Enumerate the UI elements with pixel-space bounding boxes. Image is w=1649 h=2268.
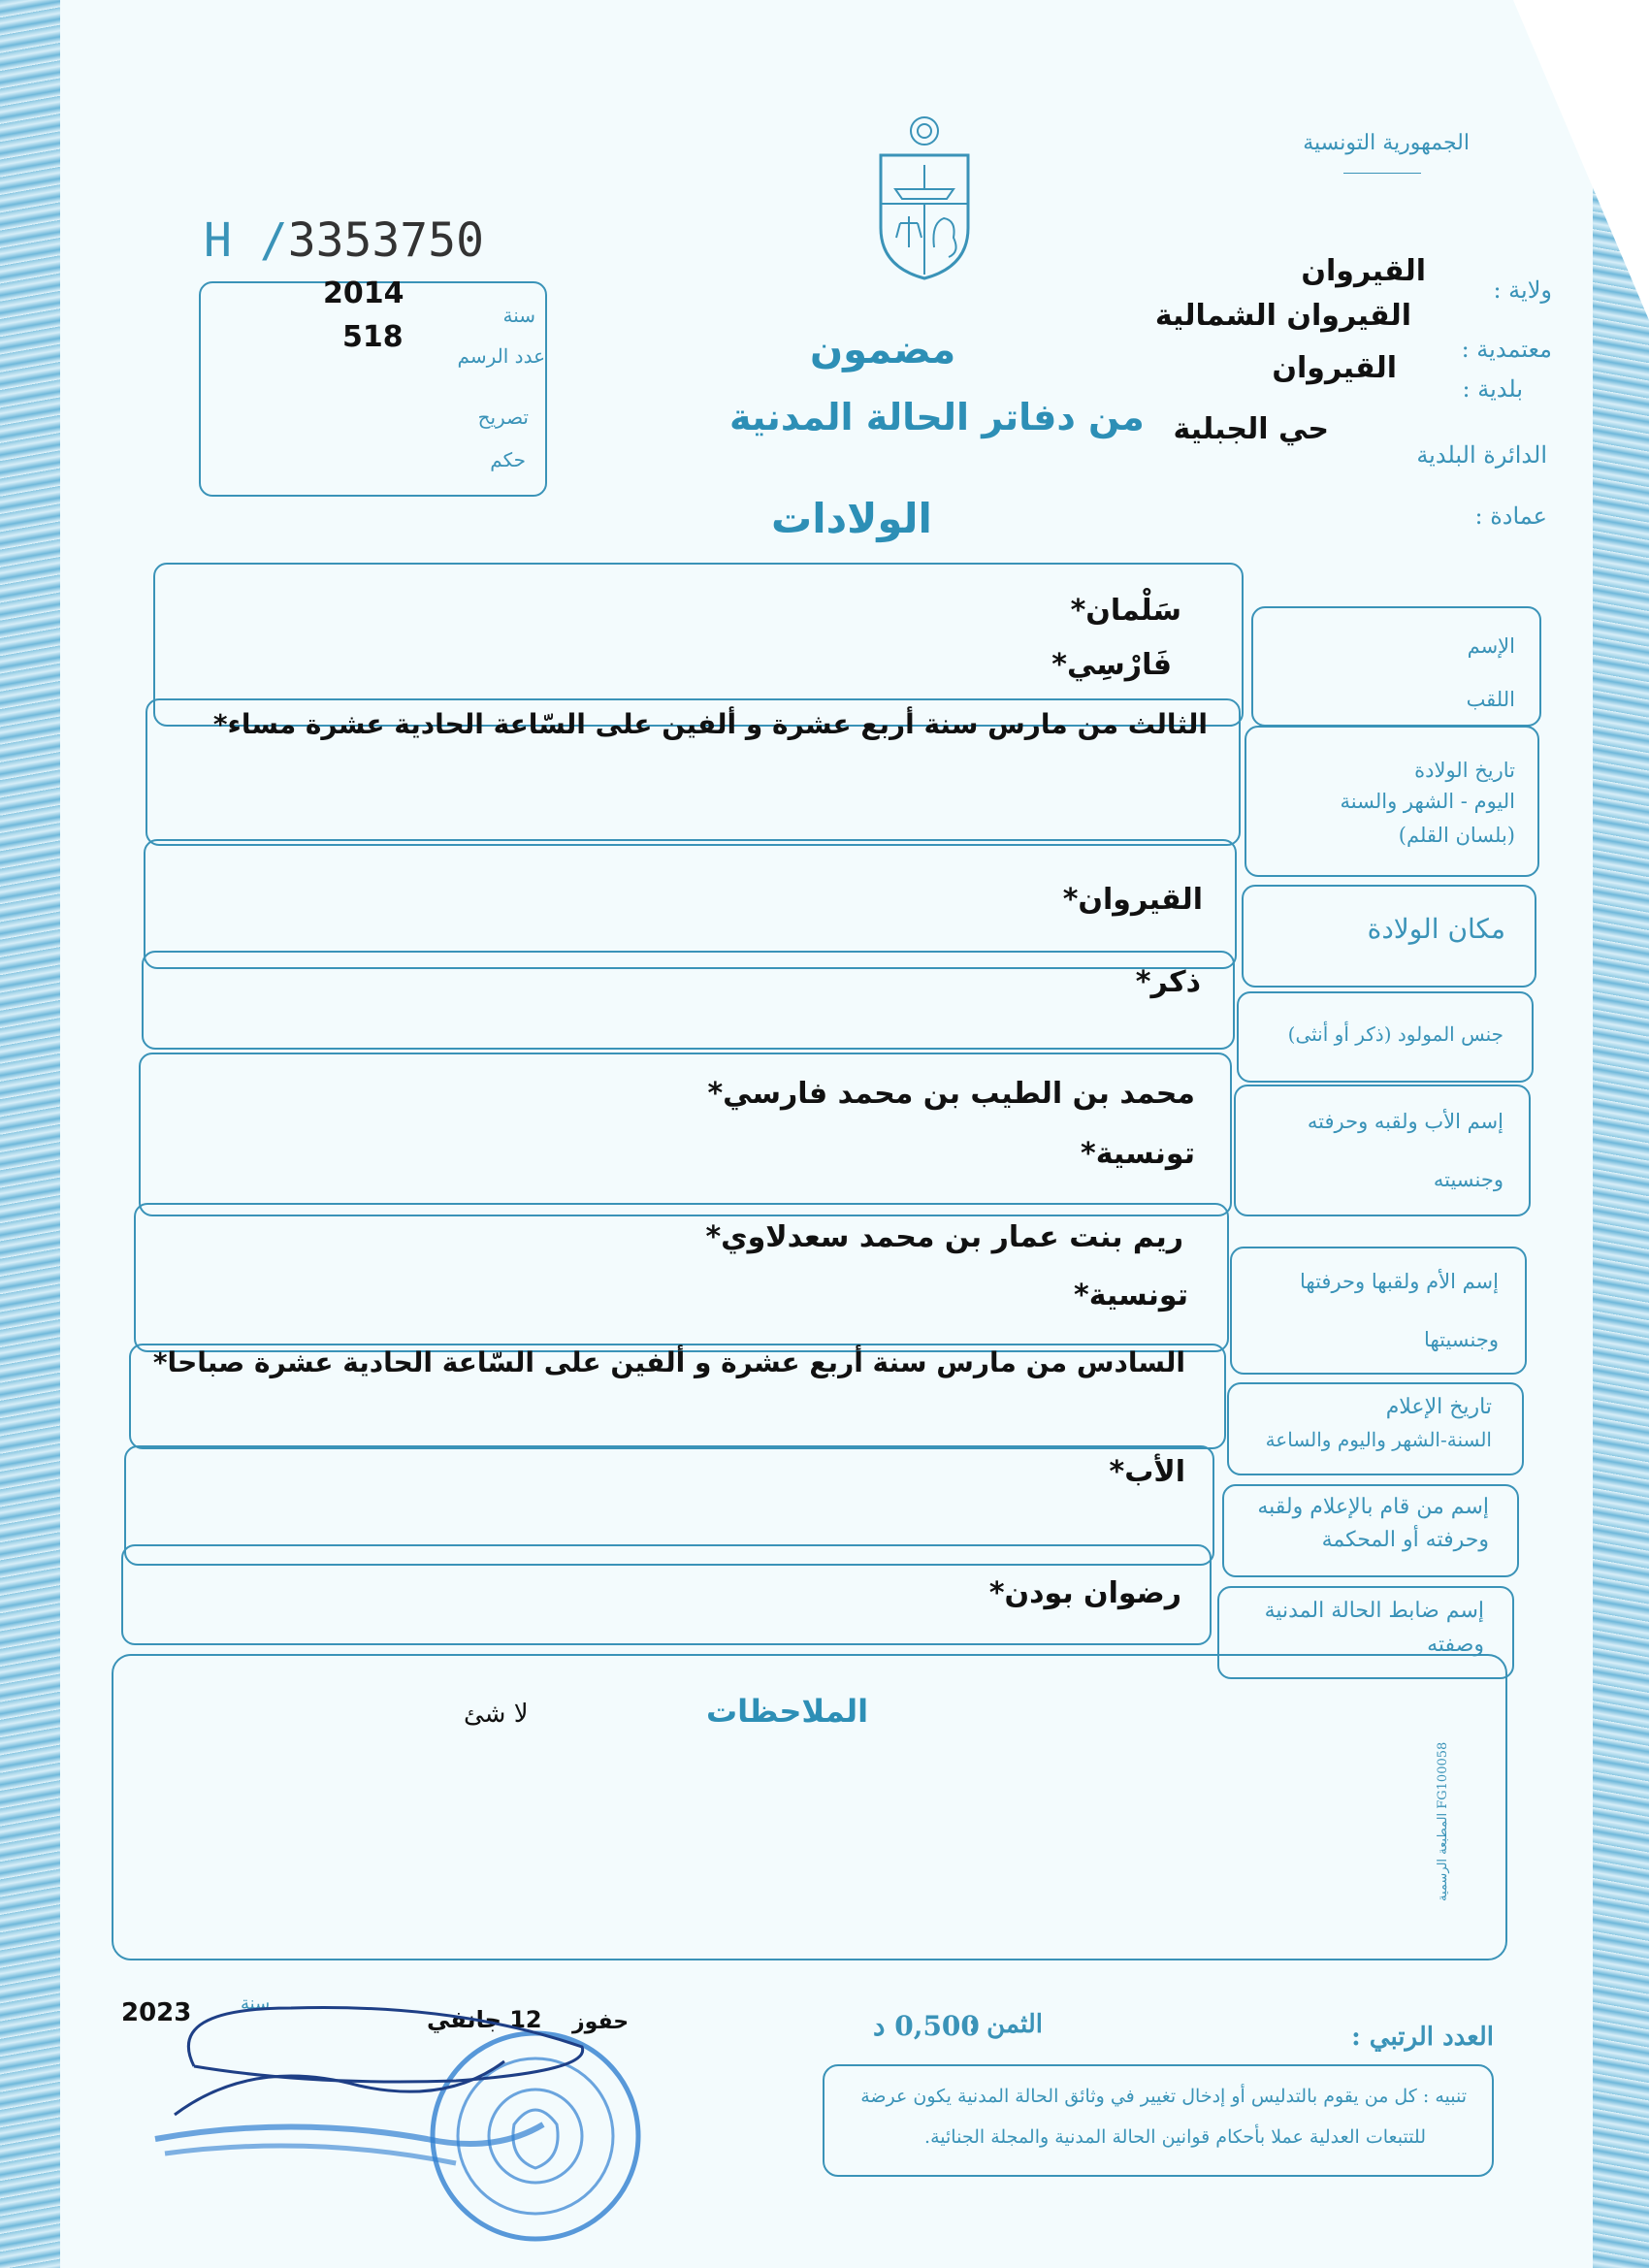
imada-label: عمادة : xyxy=(1474,502,1547,530)
sex-value-box xyxy=(142,951,1235,1050)
delegation-label: معتمدية : xyxy=(1461,336,1552,363)
declarant-label-line2: وحرفته أو المحكمة xyxy=(1321,1528,1489,1552)
printer-mark: المطبعة الرسمية FG100058 xyxy=(1436,1741,1450,1901)
country-name: الجمهورية التونسية xyxy=(1303,131,1470,155)
warning-box xyxy=(823,2064,1494,2177)
decorative-border-right xyxy=(1593,0,1649,2268)
issue-year-label: سنة xyxy=(241,1993,271,2014)
birth-date-label-line2: اليوم - الشهر والسنة xyxy=(1340,790,1515,813)
registration-number-label: عدد الرسم xyxy=(457,344,545,368)
birth-place-value: القيروان* xyxy=(1062,883,1203,917)
serial-digits: 3353750 xyxy=(287,213,484,268)
issue-year-value: 2023 xyxy=(121,1998,192,2027)
declaration-date-label-line2: السنة-الشهر واليوم والساعة xyxy=(1265,1428,1492,1451)
name-label: الإسم xyxy=(1467,634,1515,658)
notes-value: لا شئ xyxy=(464,1700,529,1729)
governorate-value: القيروان xyxy=(1301,254,1426,288)
first-name-value: سَلْمان* xyxy=(1070,594,1181,628)
officer-value: رضوان بودن* xyxy=(988,1576,1181,1610)
declaration-type-label: تصريح xyxy=(477,405,529,429)
warning-line1: تنبيه : كل من يقوم بالتدليس أو إدخال تغيير في وثائق الحالة المدنية يكون عرضة xyxy=(860,2086,1467,2107)
serial-prefix: H / xyxy=(204,213,288,268)
serial-label: العدد الرتبي : xyxy=(1351,2023,1494,2052)
judgment-type-label: حكم xyxy=(490,448,526,471)
serial-number xyxy=(204,213,484,268)
delegation-value: القيروان الشمالية xyxy=(1154,299,1411,333)
district-value: حي الجبلية xyxy=(1173,412,1329,446)
issue-date-prefix: حفوز xyxy=(572,2010,630,2034)
last-name-value: فَارْسِي* xyxy=(1051,648,1172,682)
extract-subtitle: من دفاتر الحالة المدنية xyxy=(729,396,1145,438)
municipality-label: بلدية : xyxy=(1462,375,1523,403)
mother-nationality: تونسية* xyxy=(1074,1279,1188,1312)
section-title: الولادات xyxy=(771,495,932,542)
registration-number: 518 xyxy=(342,320,404,354)
warning-line2: للتتبعات العدلية عملا بأحكام قوانين الحالة المدنية والمجلة الجنائية. xyxy=(924,2126,1426,2148)
extract-title: مضمون xyxy=(810,328,956,373)
governorate-label: ولاية : xyxy=(1493,276,1552,304)
municipality-value: القيروان xyxy=(1272,351,1397,385)
sex-value: ذكر* xyxy=(1135,965,1201,999)
registration-year: 2014 xyxy=(323,276,404,310)
signature-icon xyxy=(136,1969,601,2183)
mother-label-line1: إسم الأم ولقبها وحرفتها xyxy=(1300,1270,1499,1293)
father-label-line2: وجنسيته xyxy=(1433,1168,1504,1191)
divider xyxy=(1343,173,1421,174)
district-label: الدائرة البلدية xyxy=(1416,441,1547,469)
declaration-date-value: السادس من مارس سنة أربع عشرة و ألفين على السّاعة الحادية عشرة صباحا* xyxy=(152,1346,1185,1378)
decorative-border-left xyxy=(0,0,60,2268)
issue-date-value: 12 جانفي xyxy=(427,2006,542,2033)
birth-date-label-line1: تاريخ الولادة xyxy=(1414,759,1515,782)
officer-label-line1: إسم ضابط الحالة المدنية xyxy=(1264,1599,1484,1623)
mother-value: ريم بنت عمار بن محمد سعدلاوي* xyxy=(705,1220,1183,1254)
registration-year-label: سنة xyxy=(502,304,535,327)
declarant-value: الأب* xyxy=(1109,1455,1185,1489)
declaration-date-label-line1: تاريخ الإعلام xyxy=(1385,1395,1492,1419)
price-label: الثمن : xyxy=(968,2010,1043,2039)
father-value: محمد بن الطيب بن محمد فارسي* xyxy=(707,1077,1195,1111)
notes-label: الملاحظات xyxy=(706,1693,869,1730)
folded-corner xyxy=(1513,0,1649,320)
sex-label: جنس المولود (ذكر أو أنثى) xyxy=(1287,1022,1504,1046)
father-nationality: تونسية* xyxy=(1081,1137,1195,1171)
surname-label: اللقب xyxy=(1466,688,1515,711)
mother-label-line2: وجنسيتها xyxy=(1424,1328,1499,1351)
officer-label-line2: وصفته xyxy=(1427,1633,1484,1657)
declarant-label-line1: إسم من قام بالإعلام ولقبه xyxy=(1257,1495,1489,1519)
father-label-line1: إسم الأب ولقبه وحرفته xyxy=(1307,1110,1504,1133)
birth-date-label-line3: (بلسان القلم) xyxy=(1398,824,1515,847)
father-label-box xyxy=(1234,1085,1531,1216)
birth-place-label: مكان الولادة xyxy=(1367,913,1505,945)
birth-date-value: الثالث من مارس سنة أربع عشرة و ألفين على السّاعة الحادية عشرة مساء* xyxy=(212,708,1208,740)
price-value: 0,500 د xyxy=(873,2010,980,2042)
tunisia-coat-of-arms-icon xyxy=(871,112,978,281)
